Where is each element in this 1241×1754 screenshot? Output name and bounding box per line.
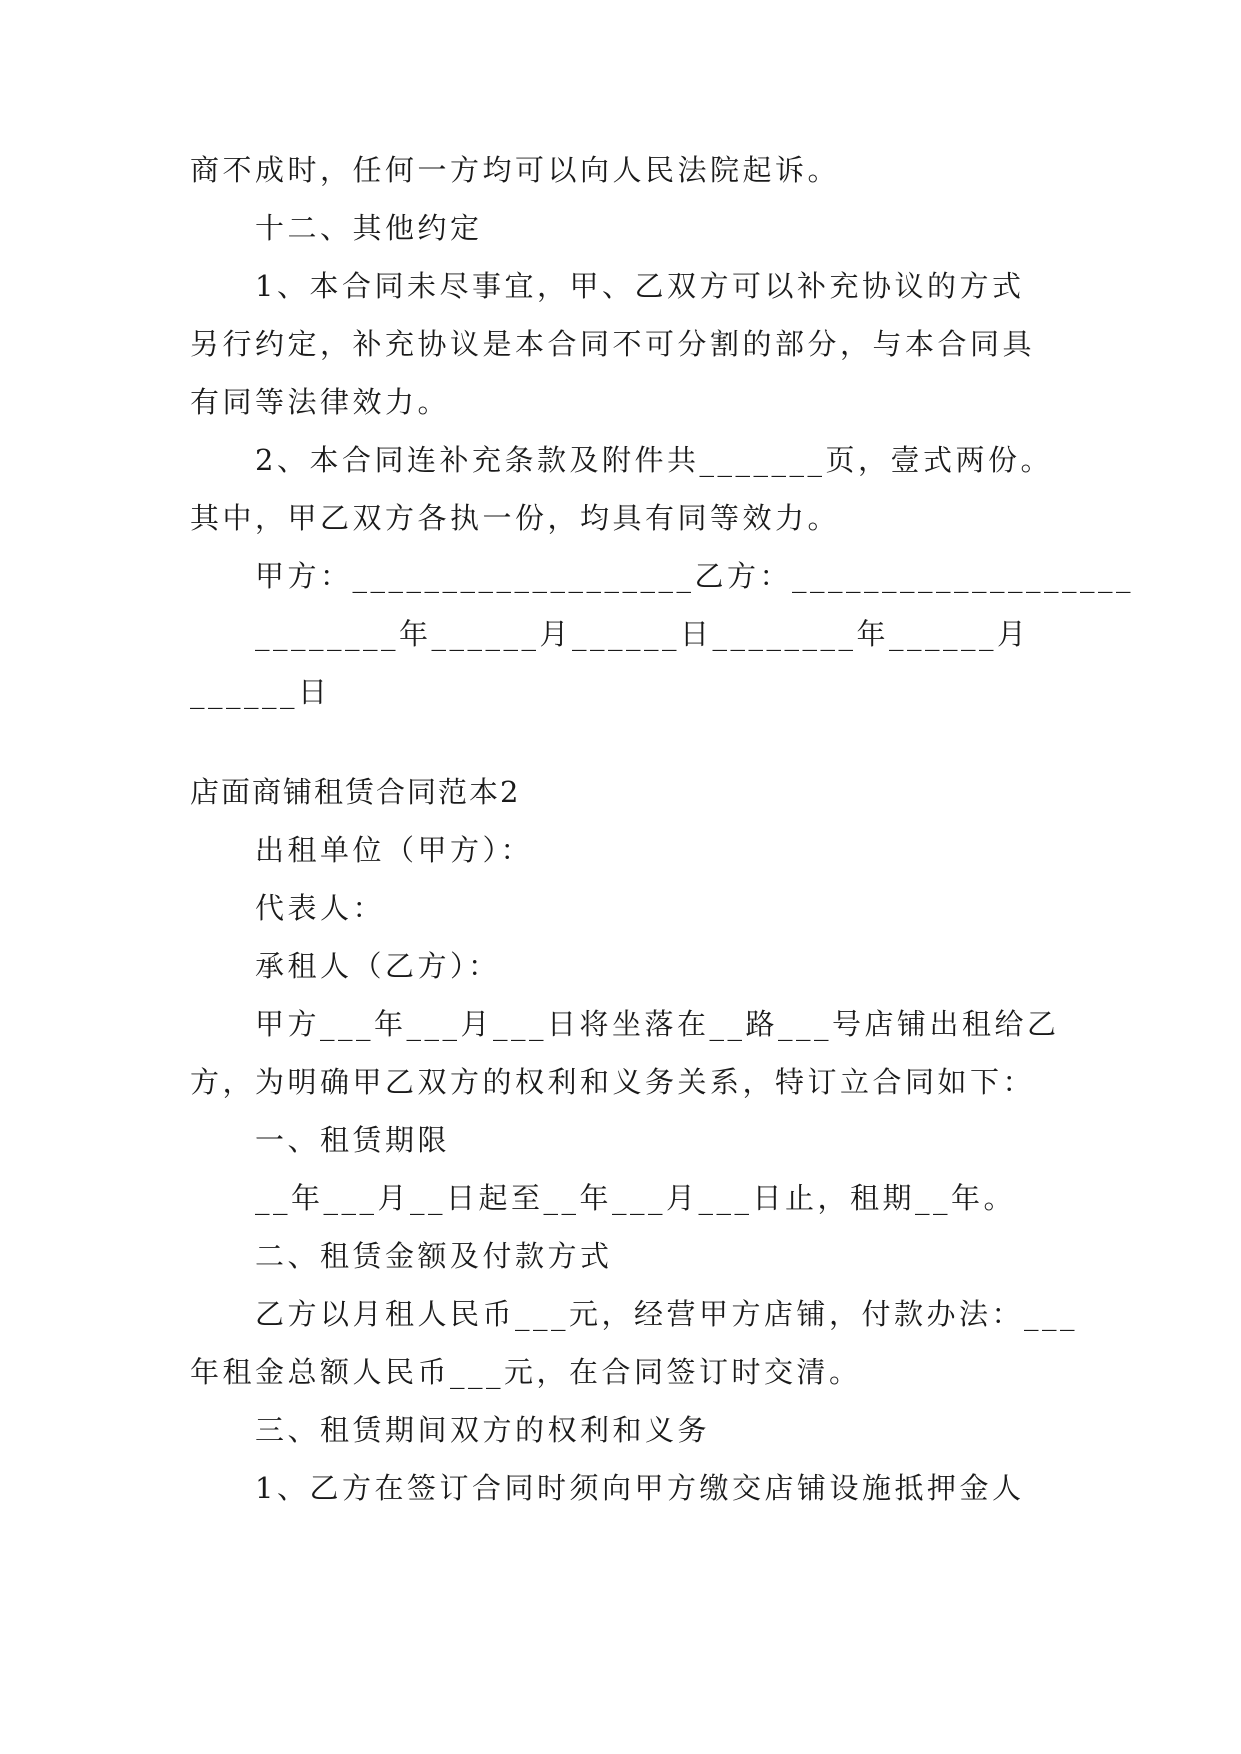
paragraph-line: __年___月__日起至__年___月___日止，租期__年。 (255, 1181, 1017, 1215)
paragraph-line: 方，为明确甲乙双方的权利和义务关系，特订立合同如下： (190, 1065, 1036, 1099)
signature-line: 甲方：___________________乙方：___________________ (255, 559, 1135, 593)
paragraph-line: 其中，甲乙双方各执一份，均具有同等效力。 (190, 501, 841, 535)
paragraph-line: 甲方___年___月___日将坐落在__路___号店铺出租给乙 (255, 1007, 1060, 1041)
field-lessor: 出租单位（甲方）： (255, 833, 534, 867)
section-heading-other-terms: 十二、其他约定 (255, 211, 483, 245)
document-title: 店面商铺租赁合同范本2 (190, 775, 521, 809)
paragraph-line: 商不成时，任何一方均可以向人民法院起诉。 (190, 153, 841, 187)
field-representative: 代表人： (255, 891, 386, 925)
date-line: ______日 (190, 675, 331, 709)
paragraph-line: 乙方以月租人民币___元，经营甲方店铺，付款办法：___ (255, 1297, 1079, 1331)
paragraph-line: 1、本合同未尽事宜，甲、乙双方可以补充协议的方式 (255, 269, 1025, 303)
section-heading-rights-obligations: 三、租赁期间双方的权利和义务 (255, 1413, 711, 1447)
section-heading-lease-term: 一、租赁期限 (255, 1123, 451, 1157)
paragraph-line: 有同等法律效力。 (190, 385, 451, 419)
paragraph-line: 年租金总额人民币___元，在合同签订时交清。 (190, 1355, 862, 1389)
paragraph-line: 2、本合同连补充条款及附件共_______页，壹式两份。 (255, 443, 1053, 477)
paragraph-line: 另行约定，补充协议是本合同不可分割的部分，与本合同具 (190, 327, 1036, 361)
paragraph-line: 1、乙方在签订合同时须向甲方缴交店铺设施抵押金人 (255, 1471, 1025, 1505)
date-line: ________年______月______日________年______月 (255, 617, 1030, 651)
field-lessee: 承租人（乙方）： (255, 949, 501, 983)
section-heading-rent-payment: 二、租赁金额及付款方式 (255, 1239, 613, 1273)
